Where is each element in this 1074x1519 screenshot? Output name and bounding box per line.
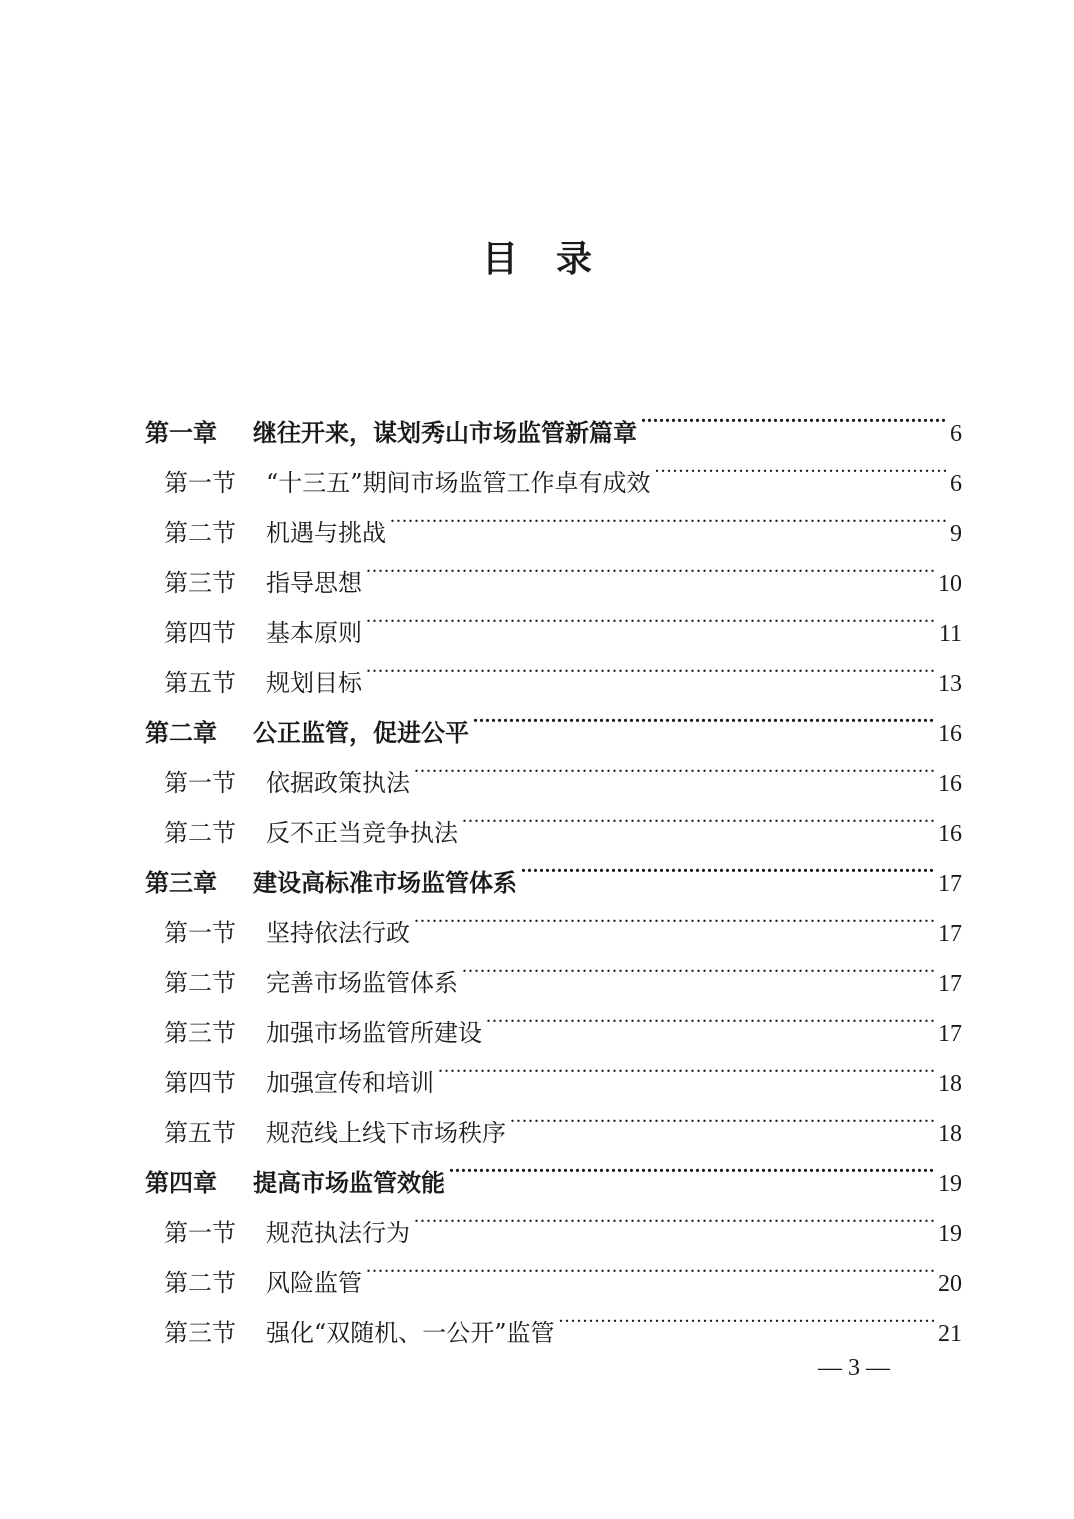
- toc-dot-leader: [366, 541, 934, 591]
- toc-dot-leader: [414, 1191, 934, 1241]
- toc-entry-page: 17: [938, 871, 962, 897]
- toc-section-entry[interactable]: [0, 1091, 1074, 1147]
- toc-dot-leader: [473, 691, 934, 741]
- page-title: 目录: [481, 239, 630, 280]
- toc-entry-page: 11: [938, 621, 962, 647]
- toc-entry-title: 风险监管: [266, 1269, 362, 1297]
- toc-entry-number: 第四节: [164, 619, 236, 647]
- toc-entry-number: 第二节: [164, 1269, 236, 1297]
- toc-entry-number: 第五节: [164, 1119, 236, 1147]
- toc-entry-title: 强化“双随机、一公开”监管: [266, 1319, 555, 1347]
- toc-entry-number: 第三节: [164, 1019, 236, 1047]
- toc-chapter-entry[interactable]: [0, 691, 1074, 747]
- toc-chapter-entry[interactable]: [0, 391, 1074, 447]
- toc-dot-leader: [366, 641, 934, 691]
- toc-dot-leader: [390, 491, 946, 541]
- toc-entry-title: 反不正当竞争执法: [266, 819, 458, 847]
- toc-entry-title: 基本原则: [266, 619, 362, 647]
- toc-entry-page: 9: [950, 521, 962, 547]
- toc-entry-page: 18: [938, 1071, 962, 1097]
- page-number: — 3 —: [818, 1355, 890, 1381]
- toc-entry-page: 16: [938, 771, 962, 797]
- toc-entry-title: 规范执法行为: [266, 1219, 410, 1247]
- toc-chapter-entry[interactable]: [0, 841, 1074, 897]
- toc-chapter-entry[interactable]: [0, 1141, 1074, 1197]
- toc-entry-number: 第四节: [164, 1069, 236, 1097]
- toc-dot-leader: [414, 741, 934, 791]
- toc-dot-leader: [462, 941, 934, 991]
- toc-entry-title: 完善市场监管体系: [266, 969, 458, 997]
- toc-entry-page: 19: [938, 1171, 962, 1197]
- toc-entry-title: 提高市场监管效能: [253, 1169, 445, 1197]
- toc-section-entry[interactable]: [0, 941, 1074, 997]
- toc-entry-title: 加强市场监管所建设: [266, 1019, 482, 1047]
- toc-section-entry[interactable]: [0, 591, 1074, 647]
- toc-dot-leader: [559, 1291, 934, 1341]
- toc-entry-title: 规划目标: [266, 669, 362, 697]
- toc-entry-page: 21: [938, 1321, 962, 1347]
- toc-entry-page: 19: [938, 1221, 962, 1247]
- toc-entry-number: 第一节: [164, 1219, 236, 1247]
- toc-section-entry[interactable]: [0, 1291, 1074, 1347]
- toc-dot-leader: [462, 791, 934, 841]
- toc-dot-leader: [641, 391, 946, 441]
- toc-entry-number: 第三章: [145, 869, 217, 897]
- toc-entry-page: 18: [938, 1121, 962, 1147]
- toc-entry-number: 第五节: [164, 669, 236, 697]
- toc-dot-leader: [486, 991, 934, 1041]
- toc-entry-title: 继往开来，谋划秀山市场监管新篇章: [253, 419, 637, 447]
- toc-entry-page: 13: [938, 671, 962, 697]
- toc-section-entry[interactable]: [0, 491, 1074, 547]
- toc-entry-number: 第一节: [164, 919, 236, 947]
- table-of-contents: [0, 391, 1074, 1347]
- toc-section-entry[interactable]: [0, 791, 1074, 847]
- toc-entry-title: “十三五”期间市场监管工作卓有成效: [266, 469, 651, 497]
- toc-dot-leader: [438, 1041, 934, 1091]
- toc-section-entry[interactable]: [0, 1041, 1074, 1097]
- toc-entry-number: 第一节: [164, 769, 236, 797]
- toc-section-entry[interactable]: [0, 641, 1074, 697]
- toc-dot-leader: [449, 1141, 934, 1191]
- toc-entry-title: 坚持依法行政: [266, 919, 410, 947]
- toc-entry-title: 加强宣传和培训: [266, 1069, 434, 1097]
- toc-entry-page: 10: [938, 571, 962, 597]
- toc-entry-number: 第二节: [164, 969, 236, 997]
- toc-entry-number: 第一节: [164, 469, 236, 497]
- toc-entry-title: 公正监管，促进公平: [253, 719, 469, 747]
- toc-dot-leader: [366, 1241, 934, 1291]
- toc-entry-page: 16: [938, 721, 962, 747]
- toc-entry-title: 建设高标准市场监管体系: [253, 869, 517, 897]
- toc-entry-number: 第三节: [164, 1319, 236, 1347]
- toc-entry-page: 17: [938, 921, 962, 947]
- toc-dot-leader: [655, 441, 946, 491]
- toc-entry-title: 规范线上线下市场秩序: [266, 1119, 506, 1147]
- toc-section-entry[interactable]: [0, 1241, 1074, 1297]
- toc-entry-page: 6: [950, 471, 962, 497]
- toc-entry-page: 6: [950, 421, 962, 447]
- toc-entry-number: 第二节: [164, 819, 236, 847]
- toc-entry-page: 16: [938, 821, 962, 847]
- toc-entry-number: 第四章: [145, 1169, 217, 1197]
- toc-entry-title: 指导思想: [266, 569, 362, 597]
- toc-entry-number: 第二章: [145, 719, 217, 747]
- toc-entry-title: 机遇与挑战: [266, 519, 386, 547]
- toc-entry-page: 17: [938, 1021, 962, 1047]
- toc-entry-title: 依据政策执法: [266, 769, 410, 797]
- toc-dot-leader: [521, 841, 934, 891]
- toc-entry-page: 20: [938, 1271, 962, 1297]
- toc-entry-page: 17: [938, 971, 962, 997]
- toc-dot-leader: [510, 1091, 934, 1141]
- toc-entry-number: 第二节: [164, 519, 236, 547]
- toc-section-entry[interactable]: [0, 541, 1074, 597]
- toc-section-entry[interactable]: [0, 991, 1074, 1047]
- toc-dot-leader: [414, 891, 934, 941]
- toc-entry-number: 第一章: [145, 419, 217, 447]
- toc-entry-number: 第三节: [164, 569, 236, 597]
- toc-dot-leader: [366, 591, 935, 641]
